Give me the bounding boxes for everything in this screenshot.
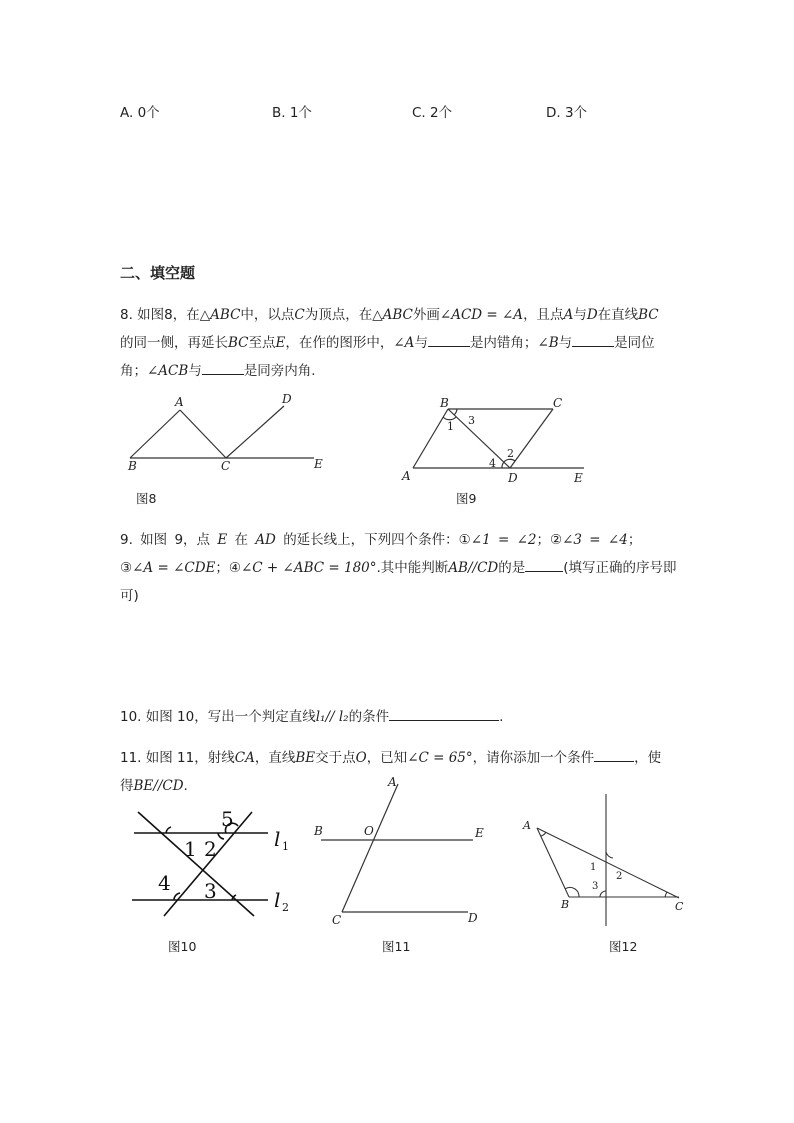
option-d: D. 3个: [546, 105, 588, 121]
label-e: E: [314, 457, 323, 471]
label-2: 2: [204, 837, 217, 861]
q11-line-1: 11. 如图 11，射线CA，直线BE交于点O，已知∠C = 65°，请你添加一个条件 ，使: [120, 750, 662, 766]
label-o: O: [364, 824, 374, 838]
q9-line-2: ③∠A = ∠CDE；④∠C + ∠ABC = 180°.其中能判断AB//CD的是 (填写正确的序号即: [120, 560, 677, 576]
figure-10: [126, 800, 306, 920]
label-l1-sub: 1: [282, 840, 289, 853]
segment-ac: [537, 828, 679, 898]
label-c: C: [675, 900, 684, 913]
label-3: 3: [592, 881, 599, 892]
answer-blank[interactable]: [428, 333, 470, 347]
label-a: A: [388, 775, 397, 789]
q8-line-2: 的同一侧，再延长BC至点E，在作的图形中，∠A与 是内错角；∠B与 是同位: [120, 335, 655, 351]
figure-8: [118, 388, 338, 478]
angle-arc-1: [166, 827, 171, 833]
segment-ab: [537, 828, 569, 897]
figure-12: [515, 790, 695, 930]
label-b: B: [440, 396, 449, 410]
label-c: C: [332, 913, 342, 927]
segment-cd: [226, 406, 284, 458]
figure-9: [398, 394, 598, 486]
angle-arc-3: [454, 409, 457, 415]
answer-blank[interactable]: [572, 333, 614, 347]
label-l1: l: [274, 827, 281, 851]
q10-line: 10. 如图 10，写出一个判定直线l₁// l₂的条件 .: [120, 709, 504, 725]
label-1: 1: [184, 837, 197, 861]
option-a: A. 0个: [120, 105, 160, 121]
answer-blank[interactable]: [202, 361, 244, 375]
label-2: 2: [616, 871, 623, 882]
label-e: E: [574, 471, 583, 485]
angle-arc-2: [606, 852, 613, 858]
label-e: E: [475, 826, 484, 840]
q8-line-3: 角；∠ACB与 是同旁内角.: [120, 363, 316, 379]
segment-cd: [510, 409, 553, 468]
option-b: B. 1个: [272, 105, 312, 121]
figure-10-caption: 图10: [168, 939, 197, 954]
figure-12-caption: 图12: [609, 939, 638, 954]
label-b: B: [128, 459, 137, 473]
label-a: A: [523, 819, 531, 832]
answer-blank[interactable]: [389, 707, 499, 721]
label-c: C: [221, 459, 231, 473]
label-4: 4: [489, 457, 496, 470]
label-c: C: [553, 396, 563, 410]
q9-line-1: 9. 如图 9，点 E 在 AD 的延长线上，下列四个条件：①∠1 = ∠2；②∠3 = ∠4；: [120, 532, 642, 548]
segment-ac: [180, 410, 226, 458]
option-c: C. 2个: [412, 105, 453, 121]
angle-arc-4: [502, 462, 504, 468]
q8-line-1: 8. 如图8，在△ABC中，以点C为顶点，在△ABC外画∠ACD = ∠A，且点A与D在直线BC: [120, 307, 659, 323]
answer-blank[interactable]: [525, 558, 563, 572]
label-l2: l: [274, 888, 281, 912]
segment-ab: [413, 409, 448, 468]
label-4: 4: [158, 871, 171, 895]
label-1: 1: [447, 420, 454, 433]
angle-arc-c: [665, 892, 667, 897]
q9-line-3: 可): [120, 588, 139, 604]
q11-line-2: 得BE//CD.: [120, 778, 188, 794]
figure-11: [308, 772, 488, 932]
angle-arc-3: [600, 891, 606, 897]
label-d: D: [508, 471, 518, 485]
label-b: B: [561, 898, 570, 911]
label-1: 1: [590, 862, 597, 873]
label-3: 3: [204, 879, 217, 903]
figure-11-caption: 图11: [382, 939, 411, 954]
angle-arc-a: [541, 832, 546, 836]
angle-arc-2: [218, 833, 224, 839]
segment-bd: [448, 409, 510, 468]
answer-blank[interactable]: [594, 748, 634, 762]
label-b: B: [314, 824, 323, 838]
section-title: 二、填空题: [120, 264, 196, 282]
label-5: 5: [221, 807, 234, 831]
figure-9-caption: 图9: [456, 491, 477, 506]
label-a: A: [402, 469, 411, 483]
label-a: A: [175, 395, 184, 409]
label-d: D: [468, 911, 478, 925]
segment-ba: [130, 410, 180, 458]
label-2: 2: [507, 447, 514, 460]
ray-ca: [342, 784, 398, 912]
label-l2-sub: 2: [282, 901, 289, 914]
label-3: 3: [468, 414, 475, 427]
label-d: D: [282, 392, 292, 406]
figure-8-caption: 图8: [136, 491, 157, 506]
